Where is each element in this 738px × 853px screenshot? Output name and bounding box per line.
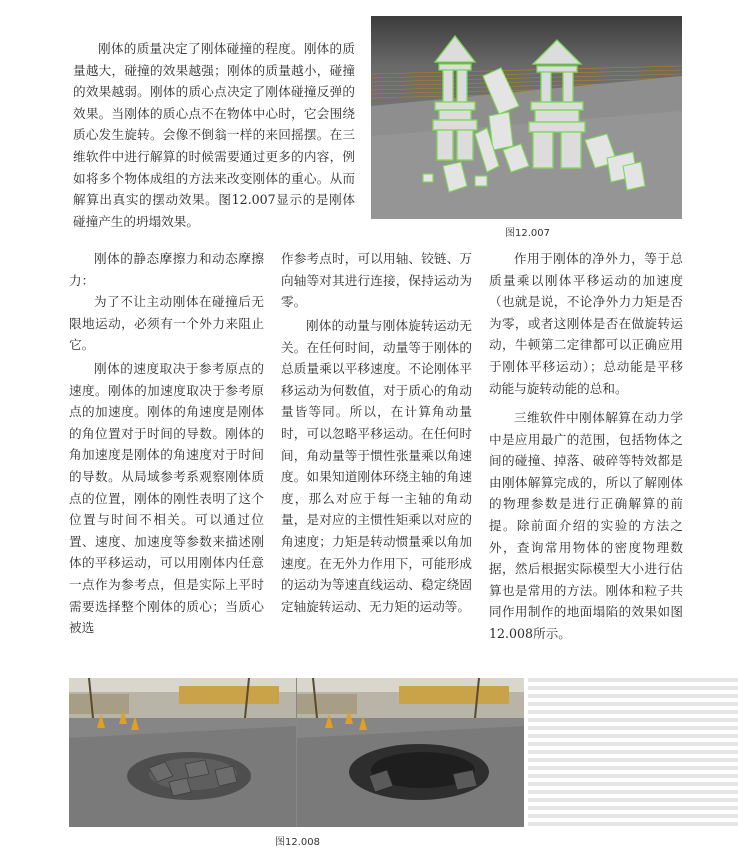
col1-paragraph-2: 为了不让主动刚体在碰撞后无限地运动，必须有一个外力来阻止它。 [69,294,264,353]
col3-paragraph-1: 作用于刚体的净外力，等于总质量乘以刚体平移运动的加速度（也就是说，不论净外力力矩是否为零，或者这刚体是否在做旋转运动，牛顿第二定律都可以正确应用于刚体平移运动）；总动能是平移动能与旋转动能的总和。 [489,251,683,396]
col3-paragraph-2: 三维软件中刚体解算在动力学中是应用最广的范围，包括物体之间的碰撞、掉落、破碎等特效都是由刚体解算完成的，所以了解刚体的物理参数是进行正确解算的前提。除前面介绍的实验的方法之外，查询常用物体的密度物理数据，然后根据实际模型大小进行估算也是常用的方法。刚体和粒子共同作用制作的地面塌陷的效果如图12.008所示。 [489,410,683,641]
decorative-stripes [528,678,738,827]
intro-paragraph: 刚体的质量决定了刚体碰撞的程度。刚体的质量越大，碰撞的效果越强；刚体的质量越小，碰撞的效果越弱。刚体的质心点决定了刚体碰撞反弹的效果。当刚体的质心点不在物体中心时，它会围绕质心发生旋转。会像不倒翁一样的来回摇摆。在三维软件中进行解算的时候需要通过更多的内容，例如将多个物体成组的方法来改变刚体的重心。从而解算出真实的摆动效果。图12.007显示的是刚体碰撞产生的坍塌效果。 [73,41,355,229]
figure-12-007-rigid-body-collapse [371,16,682,219]
figure-12-008-ground-collapse [69,678,524,827]
viewport-render-graphic [371,16,682,219]
col1-paragraph-3: 刚体的速度取决于参考原点的速度。刚体的加速度取决于参考原点的加速度。刚体的角速度是刚体的角位置对于时间的导数。刚体的角加速度是刚体的角速度对于时间的导数。从局域参考系观察刚体质点的位置，刚体的刚性表明了这个位置与时间不相关。可以通过位置、速度、加速度等参数来描述刚体的平移运动，可以用刚体内任意一点作为参考点，但是实际上平时需要选择整个刚体的质心；当质心被选 [69,361,264,636]
col2-paragraph-2: 刚体的动量与刚体旋转运动无关。在任何时间，动量等于刚体的总质量乘以平移速度。不论刚体平移运动为何数值，对于质心的角动量皆等同。所以，在计算角动量时，可以忽略平移运动。在任何时间，角动量等于惯性张量乘以角速度。如果知道刚体环绕主轴的角速度，那么对应于每一主轴的角动量，是对应的主惯性矩乘以对应的角速度；力矩是转动惯量乘以角加速度。在无外力作用下，可能形成的运动为等速直线运动、稳定绕固定轴旋转运动、无力矩的运动等。 [281,318,472,614]
figure-12-008-caption: 图12.008 [275,837,320,848]
col2-paragraph-1: 作参考点时，可以用轴、铰链、万向轴等对其进行连接，保持运动为零。 [281,251,472,310]
ground-collapse-photo-graphic [69,678,524,827]
col1-friction-heading: 刚体的静态摩擦力和动态摩擦力： [69,251,264,288]
figure-12-007-caption: 图12.007 [505,228,550,239]
